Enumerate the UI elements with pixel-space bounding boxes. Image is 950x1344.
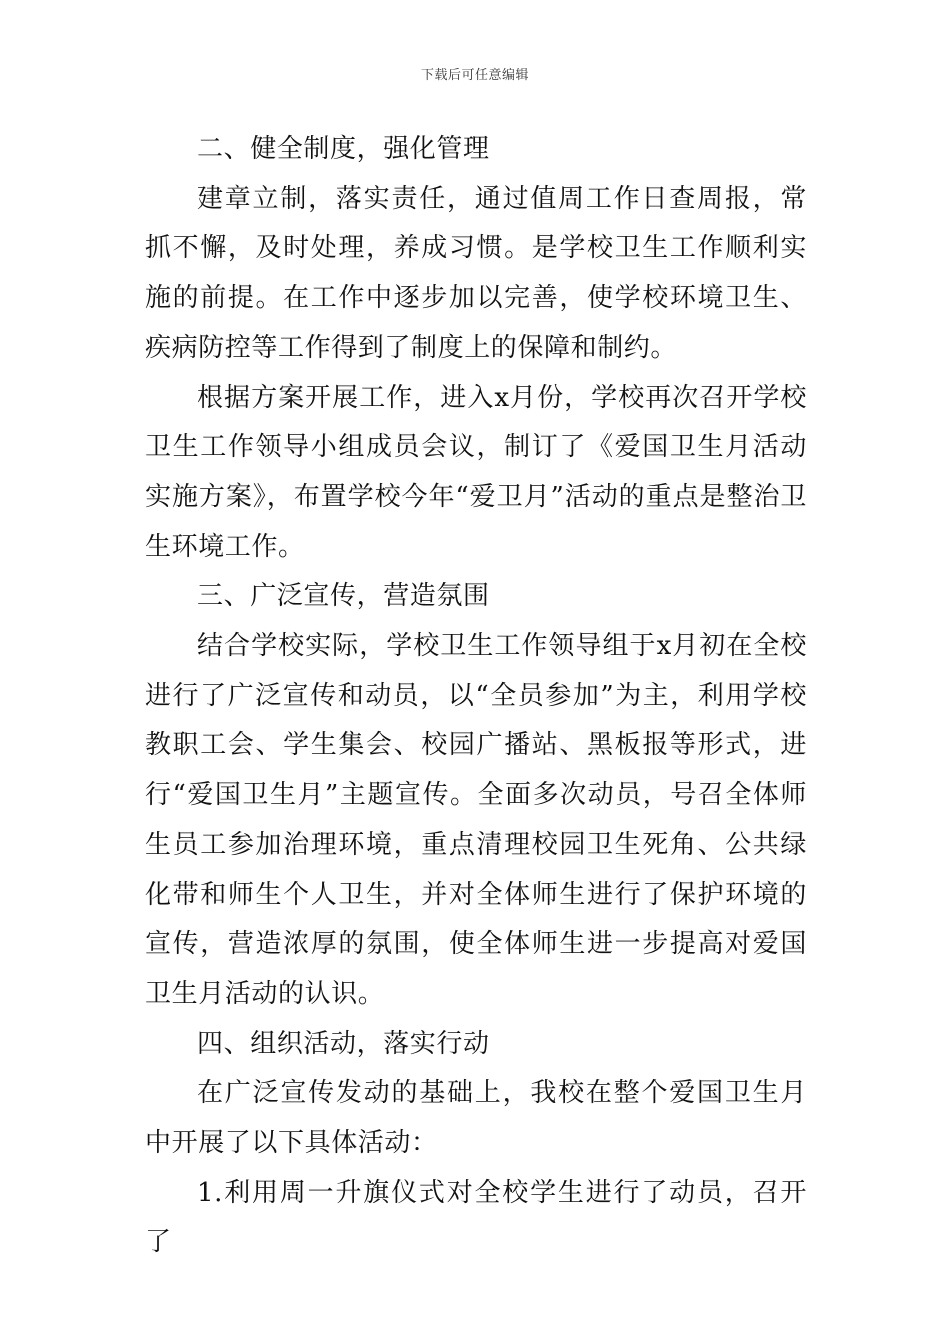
paragraph: 结合学校实际，学校卫生工作领导组于x月初在全校进行了广泛宣传和动员，以“全员参加”为主，利用学校教职工会、学生集会、校园广播站、黑板报等形式，进行“爱国卫生月”主题宣传。全面多次动员，号召全体师生员工参加治理环境，重点清理校园卫生死角、公共绿化带和师生个人卫生，并对全体师生进行了保护环境的宣传，营造浓厚的氛围，使全体师生进一步提高对爱国卫生月活动的认识。	[145, 631, 807, 1009]
paragraph: 根据方案开展工作，进入x月份，学校再次召开学校卫生工作领导小组成员会议，制订了《爱国卫生月活动实施方案》，布置学校今年“爱卫月”活动的重点是整治卫生环境工作。	[145, 382, 807, 562]
section-heading-2: 二、健全制度，强化管理	[197, 134, 490, 164]
section-heading-3: 三、广泛宣传，营造氛围	[197, 581, 490, 612]
paragraph: 在广泛宣传发动的基础上，我校在整个爱国卫生月中开展了以下具体活动：	[145, 1078, 807, 1159]
paragraph: 建章立制，落实责任，通过值周工作日查周报，常抓不懈，及时处理，养成习惯。是学校卫生工作顺利实施的前提。在工作中逐步加以完善，使学校环境卫生、疾病防控等工作得到了制度上的保障和制约。	[145, 183, 807, 363]
document-body	[145, 125, 807, 1268]
page-header: 下载后可任意编辑	[420, 68, 529, 83]
section-heading-4: 四、组织活动，落实行动	[197, 1028, 490, 1059]
list-item: 1.利用周一升旗仪式对全校学生进行了动员，召开了	[145, 1177, 807, 1258]
